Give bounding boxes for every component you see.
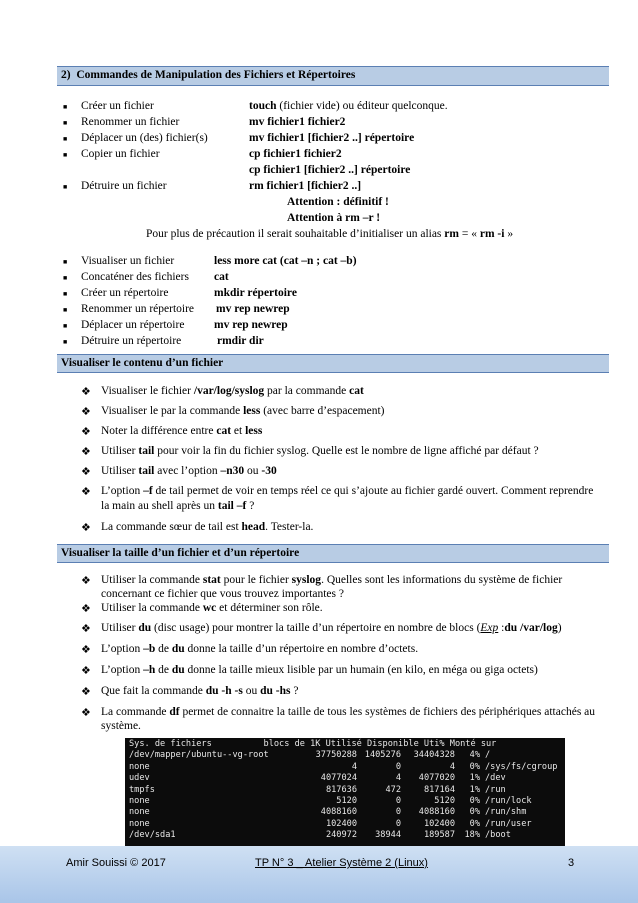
diamond-bullet-icon: ❖ [81,686,91,698]
terminal-cell-mount-point: /boot [485,830,511,841]
exercise-item: L’option –b de du donne la taille d’un répertoire en nombre d’octets. [101,643,419,655]
terminal-cell-used: 0 [395,818,401,829]
exercise-item-continued: la main au shell après un tail –f ? [101,500,255,512]
list-item-command: rm fichier1 [fichier2 ..] [249,180,362,192]
terminal-cell-used: 0 [395,795,401,806]
terminal-cell-mount-point: / [485,750,491,761]
exercise-item: Visualiser le fichier /var/log/syslog par la commande cat [101,385,364,397]
list-item-label: Créer un répertoire [81,287,169,299]
section-header-view [57,354,609,373]
terminal-cell-blocks: 4088160 [320,807,357,818]
diamond-bullet-icon: ❖ [81,386,91,398]
diamond-bullet-icon: ❖ [81,707,91,719]
diamond-bullet-icon: ❖ [81,522,91,534]
exercise-item: Visualiser le par la commande less (avec barre d’espacement) [101,405,385,417]
terminal-cell-available: 34404328 [413,750,455,761]
list-item-command: touch (fichier vide) ou éditeur quelconque. [249,100,448,112]
terminal-cell-available: 102400 [423,818,455,829]
warning-text: Attention à rm –r ! [287,212,381,224]
exercise-item: Utiliser la commande stat pour le fichier syslog. Quelles sont les informations du système de fichier [101,574,563,586]
terminal-row [125,807,565,818]
list-item-label: Déplacer un répertoire [81,319,185,331]
terminal-cell-use-percent: 1% [469,784,480,795]
terminal-cell-available: 189587 [423,830,455,841]
exercise-item: La commande df permet de connaitre la taille de tous les systèmes de fichiers des périphériques attachés au [101,706,596,718]
bullet-square-icon: ■ [63,258,68,266]
bullet-square-icon: ■ [63,103,68,111]
terminal-cell-blocks: 4077024 [320,773,357,784]
terminal-row [125,796,565,807]
terminal-cell-available: 4 [449,761,455,772]
section-title: Visualiser la taille d’un fichier et d’un répertoire [61,547,300,559]
exercise-item: Utiliser du (disc usage) pour montrer la taille d’un répertoire en nombre de blocs (Exp :du /var/log) [101,622,562,634]
terminal-cell-mount-point: /run/user [485,818,532,829]
exercise-item: L’option –f de tail permet de voir en temps réel ce qui s’ajoute au fichier gardé ouvert. Comment reprendre [101,485,594,497]
terminal-df-output [125,738,565,850]
terminal-cell-blocks: 37750288 [315,750,357,761]
list-item-label: Créer un fichier [81,100,154,112]
diamond-bullet-icon: ❖ [81,575,91,587]
terminal-cell-fs-name: none [129,761,150,772]
list-item-command: less more cat (cat –n ; cat –b) [214,255,357,267]
exercise-item: Utiliser tail avec l’option –n30 ou -30 [101,465,277,477]
list-item-command: cat [214,271,229,283]
list-item-label: Détruire un répertoire [81,335,182,347]
list-item-label: Visualiser un fichier [81,255,175,267]
footer-title: TP N° 3 _ Atelier Système 2 (Linux) [255,857,428,869]
terminal-cell-mount-point: /sys/fs/cgroup [485,761,558,772]
list-item-label: Détruire un fichier [81,180,167,192]
terminal-cell-used: 38944 [375,830,401,841]
list-item-command: rmdir dir [217,335,264,347]
terminal-cell-fs-name: tmpfs [129,784,155,795]
terminal-cell-blocks: 4 [351,761,357,772]
terminal-cell-used: 472 [385,784,401,795]
bullet-square-icon: ■ [63,274,68,282]
terminal-cell-use-percent: 18% [464,830,480,841]
list-item-command: mv rep newrep [216,303,290,315]
terminal-row [125,819,565,830]
diamond-bullet-icon: ❖ [81,406,91,418]
terminal-cell-used: 1405276 [364,750,401,761]
terminal-cell-fs-name: none [129,795,150,806]
terminal-cell-blocks: 240972 [325,830,357,841]
list-item-label: Concaténer des fichiers [81,271,189,283]
list-item-command: mv fichier1 fichier2 [249,116,346,128]
list-item-label: Copier un fichier [81,148,160,160]
terminal-cell-available: 4088160 [418,807,455,818]
terminal-cell-fs-name: /dev/sda1 [129,830,176,841]
list-item-command-2: cp fichier1 [fichier2 ..] répertoire [249,164,411,176]
terminal-cell-mount-point: /run/shm [485,807,527,818]
terminal-cell-use-percent: 0% [469,807,480,818]
list-item-command: mkdir répertoire [214,287,297,299]
terminal-cell-fs-name: udev [129,773,150,784]
diamond-bullet-icon: ❖ [81,644,91,656]
exercise-item-continued: système. [101,720,141,732]
page-number: 3 [568,857,575,869]
terminal-cell-mount-point: /run/lock [485,795,532,806]
terminal-row [125,750,565,761]
exercise-item: La commande sœur de tail est head. Tester-la. [101,521,314,533]
diamond-bullet-icon: ❖ [81,603,91,615]
terminal-cell-fs-name: none [129,807,150,818]
list-item-command: cp fichier1 fichier2 [249,148,342,160]
terminal-cell-used: 4 [395,773,401,784]
terminal-cell-use-percent: 0% [469,795,480,806]
diamond-bullet-icon: ❖ [81,623,91,635]
warning-text: Attention : définitif ! [287,196,389,208]
terminal-rows [125,750,565,841]
exercise-item: L’option –h de du donne la taille mieux lisible par un humain (en kilo, en méga ou giga octets) [101,664,538,676]
terminal-cell-blocks: 5120 [336,795,357,806]
terminal-cell-available: 5120 [434,795,455,806]
terminal-cell-available: 4077020 [418,773,455,784]
terminal-cell-used: 0 [395,761,401,772]
terminal-cell-blocks: 817636 [325,784,357,795]
list-item-command: mv rep newrep [214,319,288,331]
section-title: Visualiser le contenu d’un fichier [61,357,224,369]
terminal-cell-use-percent: 0% [469,818,480,829]
list-item-label: Déplacer un (des) fichier(s) [81,132,208,144]
bullet-square-icon: ■ [63,322,68,330]
diamond-bullet-icon: ❖ [81,426,91,438]
terminal-header-row: Sys. de fichiers blocs de 1K Utilisé Disponible Uti% Monté sur [129,739,497,749]
terminal-cell-mount-point: /dev [485,773,506,784]
terminal-cell-mount-point: /run [485,784,506,795]
bullet-square-icon: ■ [63,119,68,127]
list-item-command: mv fichier1 [fichier2 ..] répertoire [249,132,415,144]
bullet-square-icon: ■ [63,338,68,346]
section-header-size [57,544,609,563]
exercise-item: Utiliser la commande wc et déterminer son rôle. [101,602,323,614]
exercise-item: Que fait la commande du -h -s ou du -hs ? [101,685,299,697]
terminal-cell-fs-name: none [129,818,150,829]
diamond-bullet-icon: ❖ [81,466,91,478]
bullet-square-icon: ■ [63,290,68,298]
terminal-row [125,773,565,784]
diamond-bullet-icon: ❖ [81,486,91,498]
section-title: 2) Commandes de Manipulation des Fichiers et Répertoires [61,69,356,81]
terminal-cell-fs-name: /dev/mapper/ubuntu--vg-root [129,750,269,761]
exercise-item: Noter la différence entre cat et less [101,425,263,437]
diamond-bullet-icon: ❖ [81,665,91,677]
page-footer [0,846,638,903]
terminal-cell-use-percent: 1% [469,773,480,784]
terminal-cell-available: 817164 [423,784,455,795]
list-item-label: Renommer un fichier [81,116,180,128]
section-header-commandes [57,66,609,86]
precaution-note: Pour plus de précaution il serait souhaitable d’initialiser un alias rm = « rm -i » [146,228,514,240]
terminal-cell-blocks: 102400 [325,818,357,829]
bullet-square-icon: ■ [63,183,68,191]
terminal-cell-use-percent: 0% [469,761,480,772]
bullet-square-icon: ■ [63,306,68,314]
terminal-cell-use-percent: 4% [469,750,480,761]
exercise-item-continued: concernant ce fichier que vous trouvez importantes ? [101,588,344,600]
terminal-cell-used: 0 [395,807,401,818]
bullet-square-icon: ■ [63,151,68,159]
diamond-bullet-icon: ❖ [81,446,91,458]
terminal-row [125,830,565,841]
terminal-row [125,785,565,796]
exercise-item: Utiliser tail pour voir la fin du fichier syslog. Quelle est le nombre de ligne affiché par défaut ? [101,445,539,457]
footer-author: Amir Souissi © 2017 [66,857,166,869]
list-item-label: Renommer un répertoire [81,303,195,315]
terminal-row [125,762,565,773]
bullet-square-icon: ■ [63,135,68,143]
